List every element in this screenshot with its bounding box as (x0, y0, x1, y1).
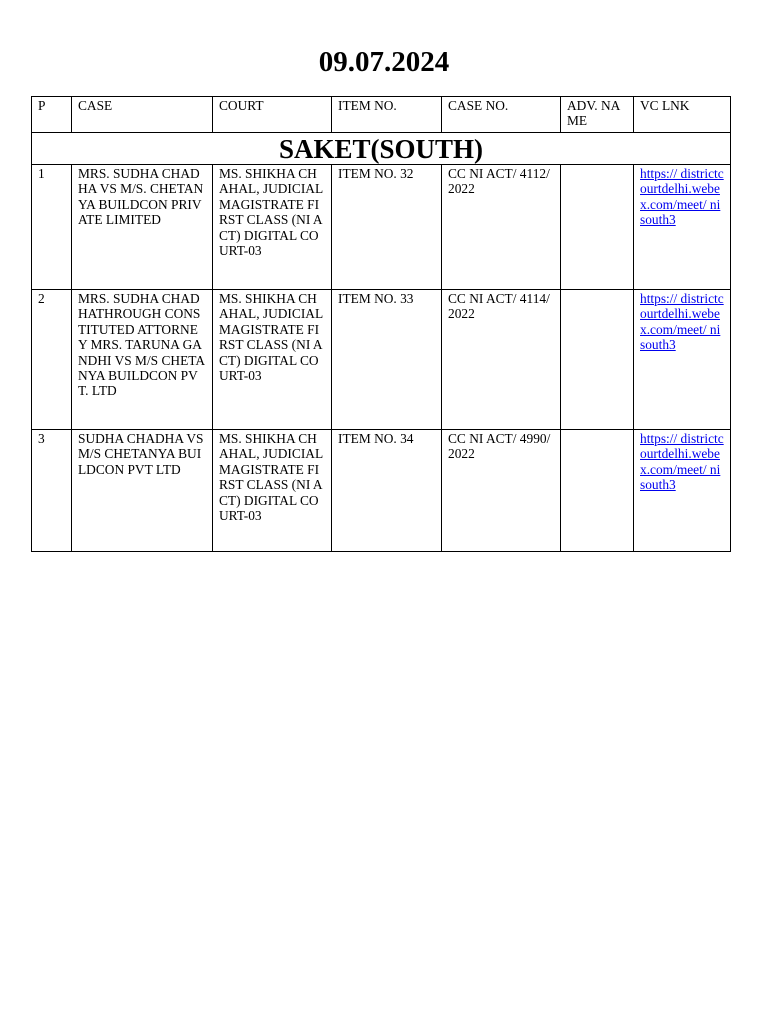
serial-number: 2 (32, 290, 72, 430)
section-title: SAKET(SOUTH) (32, 133, 731, 165)
table-row (32, 430, 731, 552)
header-vc-link: VC LNK (634, 97, 731, 133)
document-date-title: 09.07.2024 (318, 46, 450, 78)
table-header-row (32, 97, 731, 133)
case-number: CC NI ACT/ 4112/2022 (442, 165, 561, 290)
advocate-name (561, 165, 634, 290)
court-name: MS. SHIKHA CHAHAL, JUDICIAL MAGISTRATE FIRST CLASS (NI ACT) DIGITAL COURT-03 (213, 290, 332, 430)
case-title: SUDHA CHADHA VS M/S CHETANYA BUILDCON PVT LTD (72, 430, 213, 552)
item-number: ITEM NO. 32 (332, 165, 442, 290)
header-adv-name: ADV. NAME (561, 97, 634, 133)
vc-link[interactable]: https:// districtcourtdelhi.webex.com/meet/ nisouth3 (640, 166, 724, 228)
item-number: ITEM NO. 34 (332, 430, 442, 552)
vc-link[interactable]: https:// districtcourtdelhi.webex.com/meet/ nisouth3 (640, 431, 724, 493)
serial-number: 1 (32, 165, 72, 290)
case-number: CC NI ACT/ 4990/2022 (442, 430, 561, 552)
advocate-name (561, 430, 634, 552)
court-name: MS. SHIKHA CHAHAL, JUDICIAL MAGISTRATE FIRST CLASS (NI ACT) DIGITAL COURT-03 (213, 430, 332, 552)
table-row (32, 290, 731, 430)
case-title: MRS. SUDHA CHADHA VS M/S. CHETANYA BUILDCON PRIVATE LIMITED (72, 165, 213, 290)
vc-link-cell (634, 165, 731, 290)
header-court: COURT (213, 97, 332, 133)
advocate-name (561, 290, 634, 430)
vc-link-cell (634, 290, 731, 430)
serial-number: 3 (32, 430, 72, 552)
vc-link-cell (634, 430, 731, 552)
case-number: CC NI ACT/ 4114/2022 (442, 290, 561, 430)
header-case-no: CASE NO. (442, 97, 561, 133)
vc-link[interactable]: https:// districtcourtdelhi.webex.com/meet/ nisouth3 (640, 291, 724, 353)
header-p: P (32, 97, 72, 133)
header-item-no: ITEM NO. (332, 97, 442, 133)
cause-list-table (31, 96, 731, 552)
item-number: ITEM NO. 33 (332, 290, 442, 430)
header-case: CASE (72, 97, 213, 133)
case-title: MRS. SUDHA CHADHATHROUGH CONSTITUTED ATTORNEY MRS. TARUNA GANDHI VS M/S CHETANYA BUILDCON PVT. LTD (72, 290, 213, 430)
table-row (32, 165, 731, 290)
court-name: MS. SHIKHA CHAHAL, JUDICIAL MAGISTRATE FIRST CLASS (NI ACT) DIGITAL COURT-03 (213, 165, 332, 290)
section-row (32, 133, 731, 165)
